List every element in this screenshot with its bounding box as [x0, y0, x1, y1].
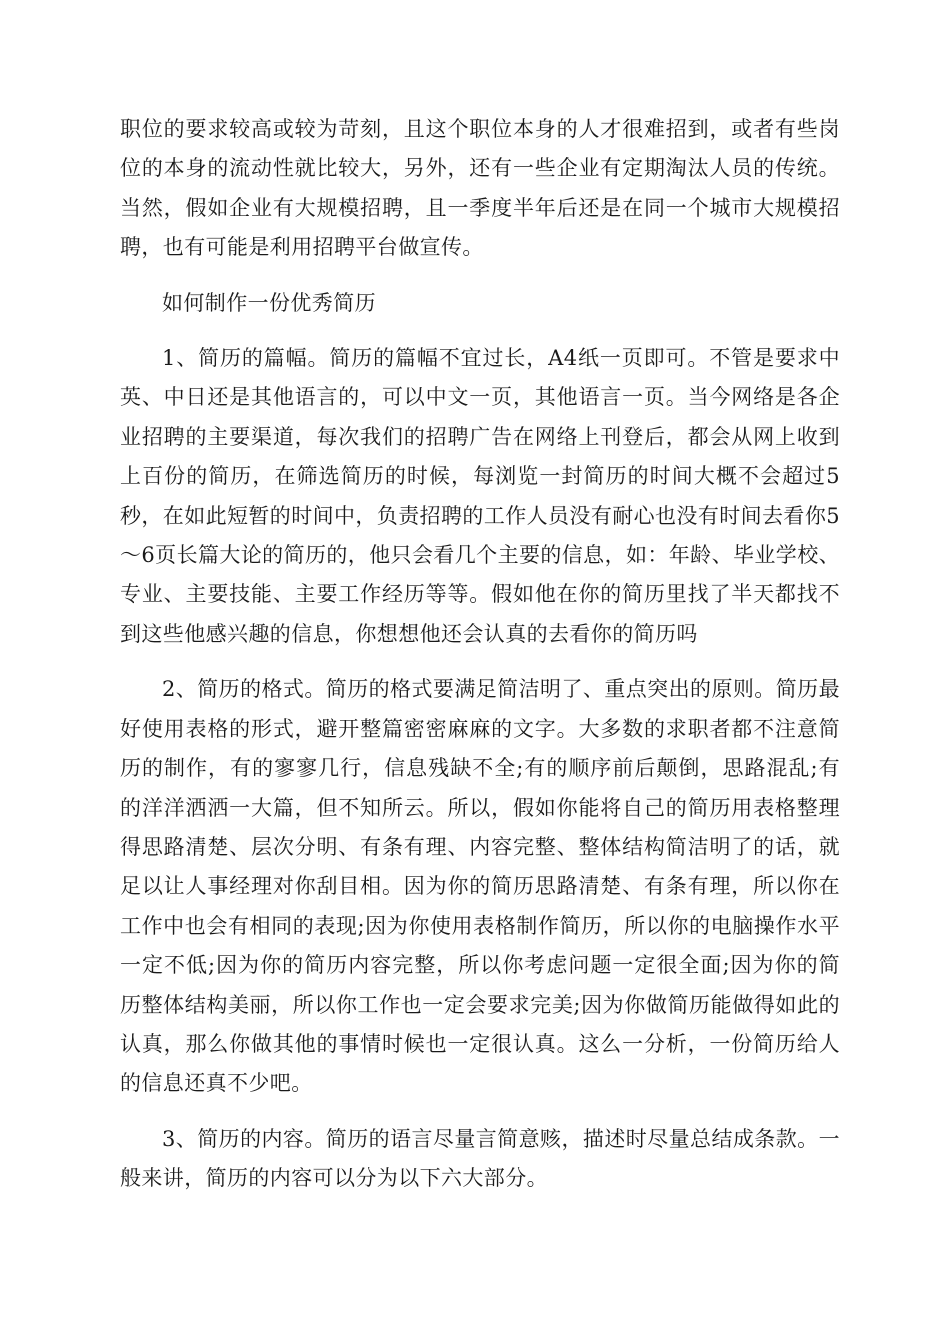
paragraph-intro-continued: 职位的要求较高或较为苛刻，且这个职位本身的人才很难招到，或者有些岗位的本身的流动性就比较大，另外，还有一些企业有定期淘汰人员的传统。当然，假如企业有大规模招聘，且一季度半年后还是在同一个城市大规模招聘，也有可能是利用招聘平台做宣传。	[120, 117, 840, 260]
paragraph-resume-content: 3、简历的内容。简历的语言尽量言简意赅，描述时尽量总结成条款。一般来讲，简历的内容可以分为以下六大部分。	[120, 1126, 840, 1191]
paragraph-resume-length: 1、简历的篇幅。简历的篇幅不宜过长，A4纸一页即可。不管是要求中英、中日还是其他语言的，可以中文一页，其他语言一页。当今网络是各企业招聘的主要渠道，每次我们的招聘广告在网络上刊登后，都会从网上收到上百份的简历，在筛选简历的时候，每浏览一封简历的时间大概不会超过5秒，在如此短暂的时间中，负责招聘的工作人员没有耐心也没有时间去看你5～6页长篇大论的简历的，他只会看几个主要的信息，如：年龄、毕业学校、专业、主要技能、主要工作经历等等。假如他在你的简历里找了半天都找不到这些他感兴趣的信息，你想想他还会认真的去看你的简历吗	[120, 346, 840, 646]
section-heading: 如何制作一份优秀简历	[162, 290, 376, 315]
document-body	[120, 110, 840, 1215]
paragraph-resume-format: 2、简历的格式。简历的格式要满足简洁明了、重点突出的原则。简历最好使用表格的形式，避开整篇密密麻麻的文字。大多数的求职者都不注意简历的制作，有的寥寥几行，信息残缺不全;有的顺序前后颠倒，思路混乱;有的洋洋洒洒一大篇，但不知所云。所以，假如你能将自己的简历用表格整理得思路清楚、层次分明、有条有理、内容完整、整体结构简洁明了的话，就足以让人事经理对你刮目相。因为你的简历思路清楚、有条有理，所以你在工作中也会有相同的表现;因为你使用表格制作简历，所以你的电脑操作水平一定不低;因为你的简历内容完整，所以你考虑问题一定很全面;因为你的简历整体结构美丽，所以你工作也一定会要求完美;因为你做简历能做得如此的认真，那么你做其他的事情时候也一定很认真。这么一分析，一份简历给人的信息还真不少吧。	[120, 677, 840, 1096]
